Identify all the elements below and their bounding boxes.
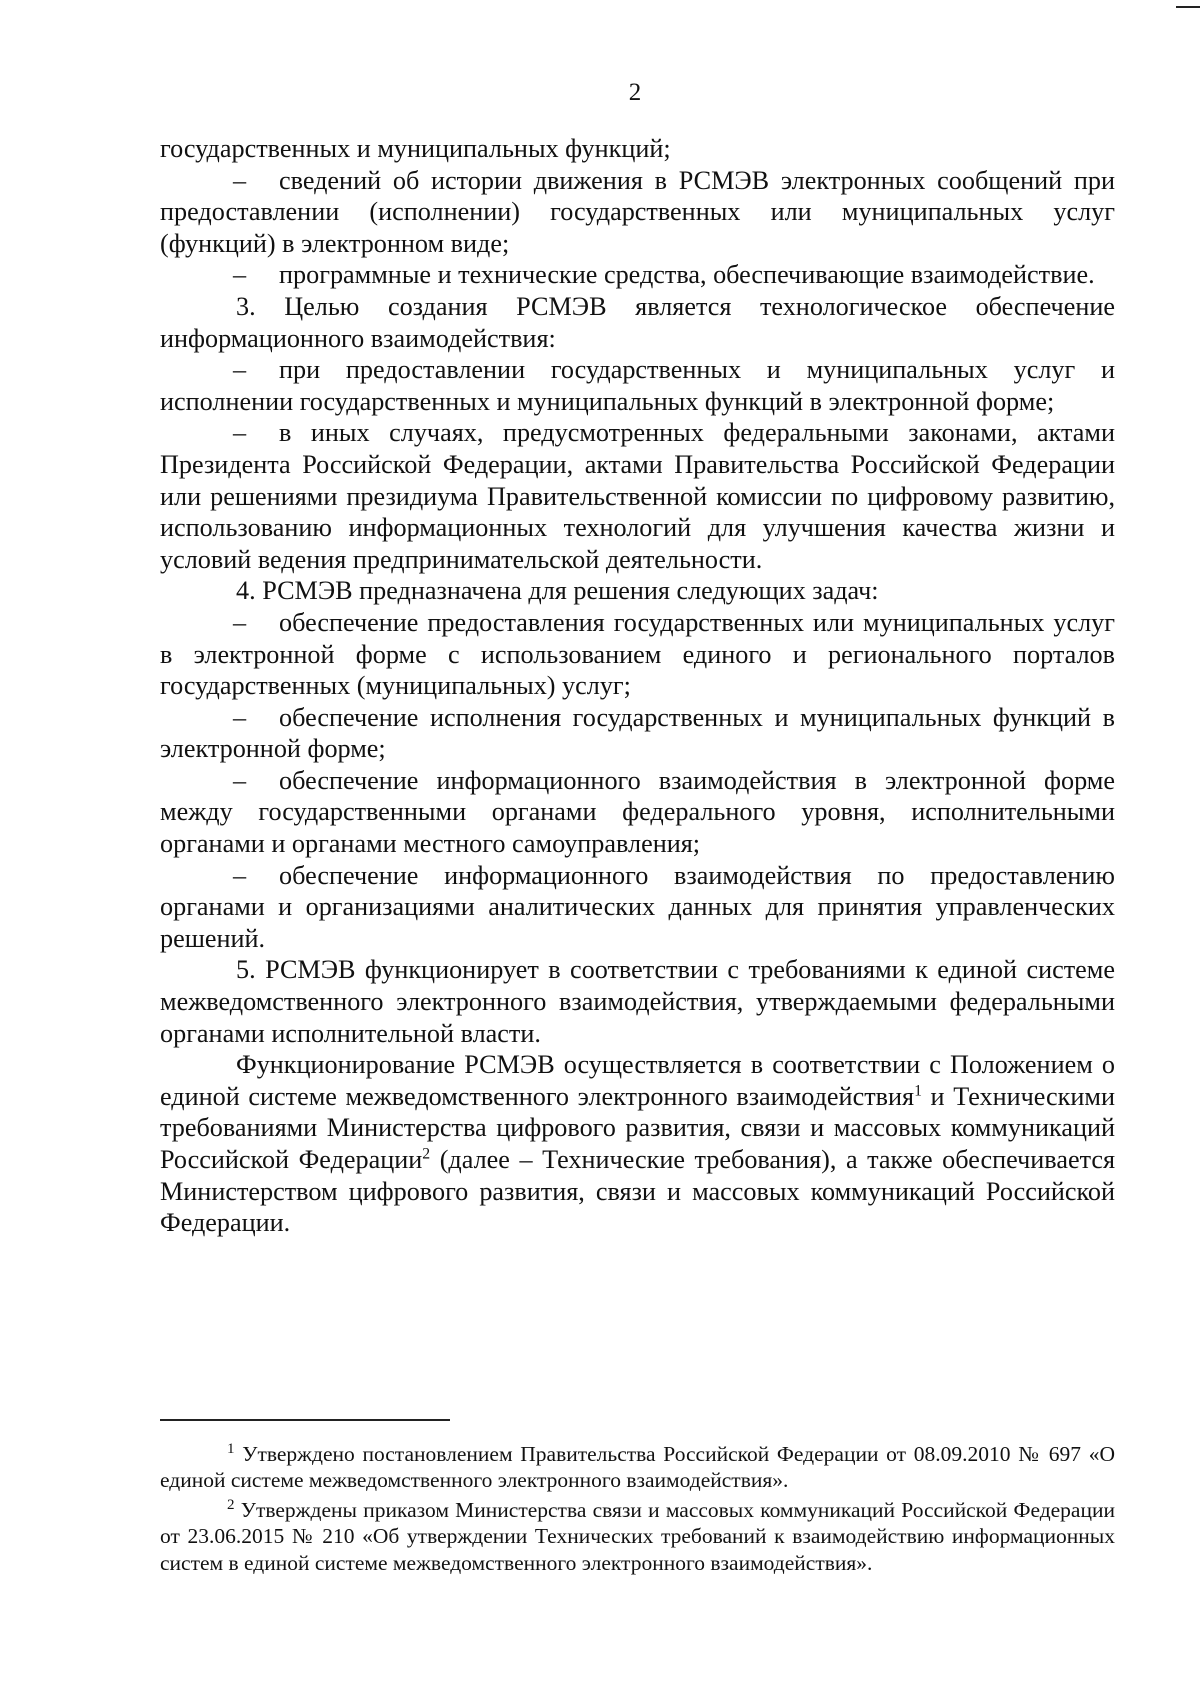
dash-marker: –: [233, 165, 247, 195]
paragraph-6: [160, 1049, 1115, 1239]
list-item-text: обеспечение исполнения государственных и муниципальных функций в электронной форме;: [160, 702, 1115, 764]
scan-corner-mark: [1176, 6, 1200, 8]
list-item: [160, 165, 1115, 260]
paragraph-continuation: государственных и муниципальных функций;: [160, 134, 671, 163]
paragraph-5: 5. РСМЭВ функционирует в соответствии с требованиями к единой системе межведомственного электронного взаимодействия, утверждаемыми федеральными органами исполнительной власти.: [160, 955, 1115, 1048]
list-item-text: обеспечение информационного взаимодействия в электронной форме между государственными органами федерального уровня, исполнительными органами и органами местного самоуправления;: [160, 765, 1115, 859]
document-body: [160, 133, 1115, 1239]
list-item: [160, 354, 1115, 417]
dash-marker: –: [233, 355, 247, 385]
footnote-mark: 2: [227, 1496, 235, 1513]
footnote-separator: [160, 1419, 450, 1421]
dash-marker: –: [233, 860, 247, 890]
list-item-text: обеспечение предоставления государственных или муниципальных услуг в электронной форме с использованием единого и регионального порталов государственных (муниципальных) услуг;: [160, 607, 1115, 701]
page-number: 2: [628, 79, 642, 106]
list-item-text: программные и технические средства, обеспечивающие взаимодействие.: [279, 260, 1095, 290]
paragraph-6-text: (далее – Технические требования), а также обеспечивается Министерством цифрового развития, связи и массовых коммуникаций Российской Федерации.: [160, 1145, 1116, 1238]
dash-marker: –: [233, 702, 247, 732]
footnote-1: [160, 1441, 1115, 1494]
list-item-text: сведений об истории движения в РСМЭВ электронных сообщений при предоставлении (исполнении) государственных или муниципальных услуг (функций) в электронном виде;: [160, 165, 1115, 258]
paragraph-6-text: и Техническими требованиями Министерства цифрового развития, связи и массовых коммуникаций Российской Федерации: [160, 1081, 1115, 1174]
list-item: [160, 417, 1115, 575]
dash-marker: –: [233, 418, 247, 448]
list-item-text: обеспечение информационного взаимодействия по предоставлению органами и организациями аналитических данных для принятия управленческих решений.: [160, 860, 1115, 953]
dash-marker: –: [233, 607, 247, 637]
footnote-mark: 1: [227, 1440, 235, 1457]
footnotes: [160, 1441, 1115, 1576]
paragraph-6-text: Функционирование РСМЭВ осуществляется в соответствии с Положением о единой системе межведомственного электронного взаимодействия: [160, 1050, 1115, 1111]
dash-marker: –: [233, 765, 247, 795]
list-item: [160, 259, 1115, 291]
paragraph-3: 3. Целью создания РСМЭВ является технологическое обеспечение информационного взаимодействия:: [160, 291, 1115, 353]
dash-marker: –: [233, 260, 247, 290]
footnote-reference-2[interactable]: 2: [422, 1145, 431, 1163]
list-item-text: при предоставлении государственных и муниципальных услуг и исполнении государственных и муниципальных функций в электронной форме;: [160, 355, 1115, 416]
list-item: [160, 702, 1115, 765]
footnote-text: Утверждено постановлением Правительства Российской Федерации от 08.09.2010 № 697 «О единой системе межведомственного электронного взаимодействия».: [160, 1442, 1115, 1493]
list-item: [160, 860, 1115, 955]
footnote-reference-1[interactable]: 1: [914, 1082, 922, 1100]
footnote-2: [160, 1497, 1115, 1576]
paragraph-4: 4. РСМЭВ предназначена для решения следующих задач:: [236, 576, 879, 606]
list-item: [160, 765, 1115, 860]
footnote-text: Утверждены приказом Министерства связи и массовых коммуникаций Российской Федерации от 23.06.2015 № 210 «Об утверждении Технических требований к взаимодействию информационных систем в единой системе межведомственного электронного взаимодействия».: [160, 1497, 1115, 1575]
list-item: [160, 607, 1115, 702]
list-item-text: в иных случаях, предусмотренных федеральными законами, актами Президента Российской Федерации, актами Правительства Российской Федерации или решениями президиума Правительственной комиссии по цифровому развитию, использованию информационных технологий для улучшения качества жизни и условий ведения предпринимательской деятельности.: [160, 418, 1115, 574]
